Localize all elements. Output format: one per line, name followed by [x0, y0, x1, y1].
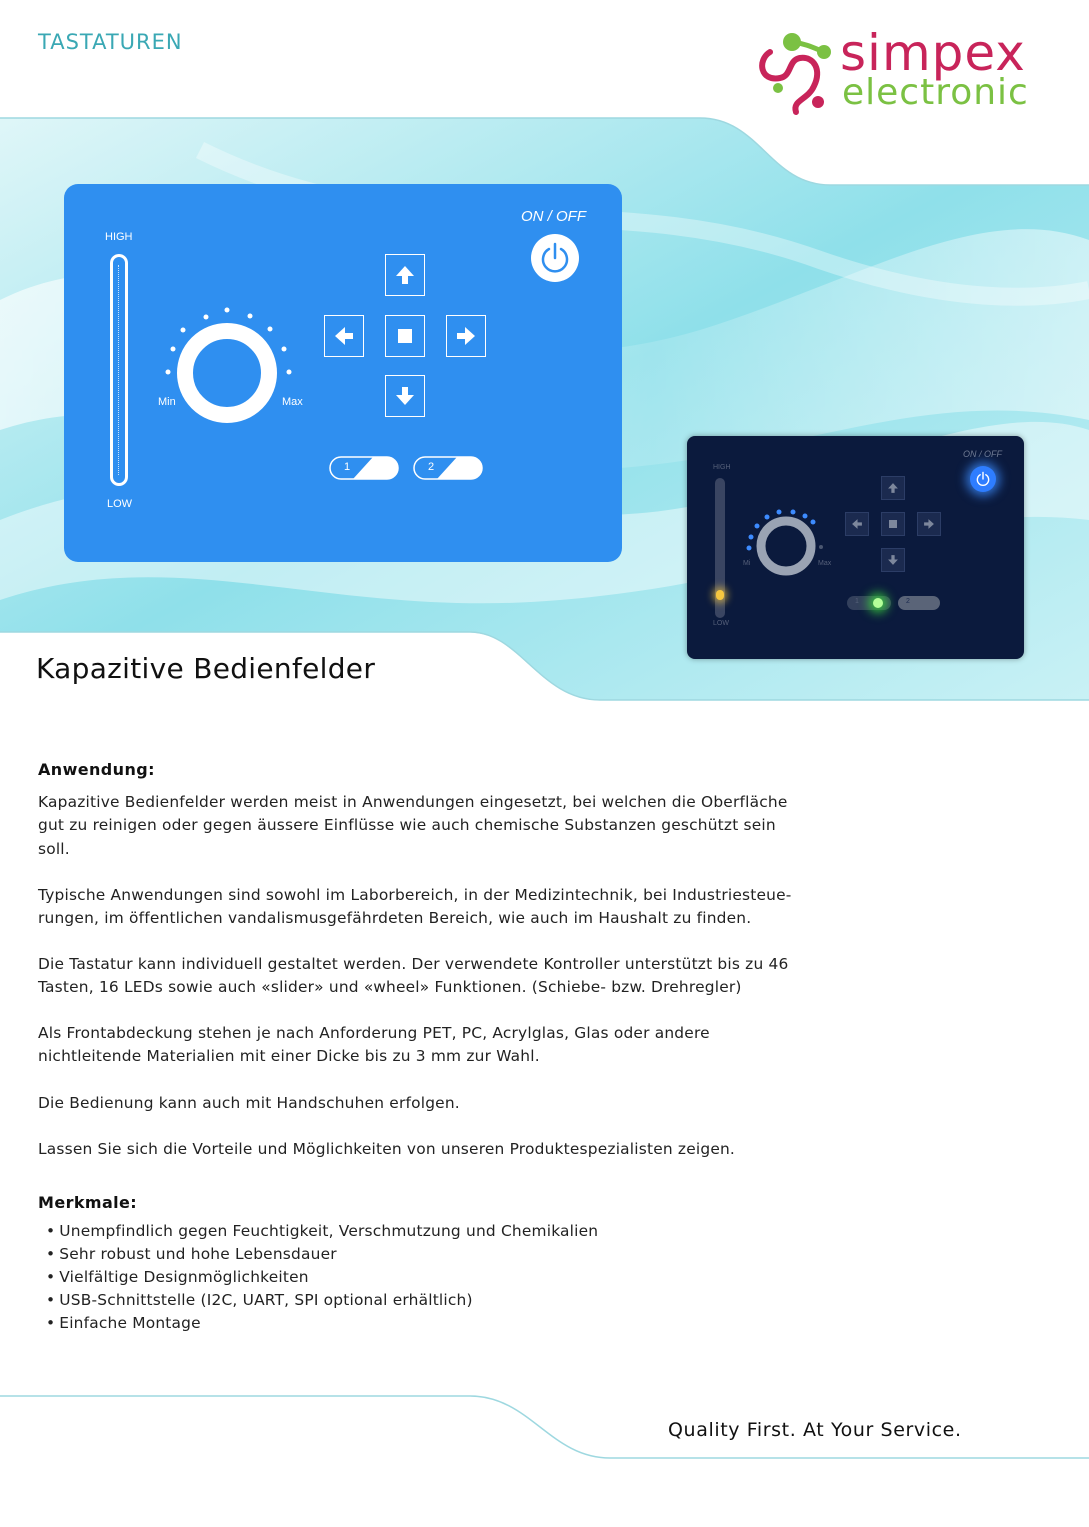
- dark-slider-low-label: LOW: [713, 620, 729, 627]
- keypad-panel-blue: [64, 184, 622, 562]
- dark-slider-high-label: HIGH: [713, 464, 731, 471]
- arrow-left-icon: [333, 325, 355, 347]
- wheel-dial-icon[interactable]: [156, 302, 306, 432]
- dark-stop-button[interactable]: [881, 512, 905, 536]
- text-line: rungen, im öffentlichen vandalismusgefährdeten Bereich, wie auch im Haushalt zu finden.: [38, 909, 752, 928]
- dark-arrow-down-button[interactable]: [881, 548, 905, 572]
- arrow-right-button[interactable]: [446, 315, 486, 357]
- text-line: Kapazitive Bedienfelder werden meist in Anwendungen eingesetzt, bei welchen die Oberfläche: [38, 793, 788, 811]
- text-line: Tasten, 16 LEDs sowie auch «slider» und «wheel» Funktionen. (Schiebe- bzw. Drehregler): [38, 978, 742, 997]
- feature-item: • Einfache Montage: [46, 1312, 598, 1335]
- feature-item: • Sehr robust und hohe Lebensdauer: [46, 1243, 598, 1266]
- dark-onoff-label: ON / OFF: [963, 449, 1002, 459]
- dark-slider-track[interactable]: [715, 478, 725, 618]
- toggle-slash-icon: [329, 456, 399, 480]
- green-led-indicator: [873, 598, 883, 608]
- features-heading: Merkmale:: [38, 1193, 138, 1212]
- features-list: [46, 1220, 598, 1335]
- text-line: Typische Anwendungen sind sowohl im Laborbereich, in der Medizintechnik, bei Industriesteue-: [38, 886, 792, 904]
- arrow-up-icon: [887, 482, 899, 494]
- stop-square-icon: [398, 329, 412, 343]
- application-paragraph-2: [38, 884, 798, 931]
- application-paragraph-5: Die Bedienung kann auch mit Handschuhen erfolgen.: [38, 1094, 460, 1112]
- application-paragraph-6: Lassen Sie sich die Vorteile und Möglichkeiten von unseren Produktespezialisten zeigen.: [38, 1140, 736, 1158]
- slider-low-label: LOW: [107, 498, 133, 510]
- feature-item: • Vielfältige Designmöglichkeiten: [46, 1266, 598, 1289]
- arrow-down-icon: [887, 554, 899, 566]
- page-title: Kapazitive Bedienfelder: [36, 652, 376, 685]
- toggle-slash-icon: [413, 456, 483, 480]
- application-heading: Anwendung:: [38, 760, 155, 779]
- arrow-right-icon: [923, 518, 935, 530]
- mode-button-1[interactable]: [329, 456, 399, 480]
- text-line: Als Frontabdeckung stehen je nach Anforderung PET, PC, Acrylglas, Glas oder andere: [38, 1024, 710, 1042]
- dark-wheel-min-label: Mi: [743, 560, 751, 567]
- mode-button-1-label: 1: [344, 461, 351, 473]
- arrow-up-button[interactable]: [385, 254, 425, 296]
- logo-subtitle: electronic: [842, 72, 1029, 113]
- text-line: Die Tastatur kann individuell gestaltet werden. Der verwendete Kontroller unterstützt bis zu 46: [38, 955, 789, 973]
- text-line: gut zu reinigen oder gegen äussere Einflüsse wie auch chemische Substanzen geschützt sein: [38, 816, 776, 835]
- wheel-max-label: Max: [282, 396, 303, 408]
- stop-button[interactable]: [385, 315, 425, 357]
- power-icon: [975, 471, 991, 487]
- category-label: TASTATUREN: [38, 30, 183, 54]
- dark-arrow-up-button[interactable]: [881, 476, 905, 500]
- keypad-panel-illuminated: [687, 436, 1024, 659]
- dark-mode-button-1-label: 1: [855, 598, 859, 605]
- slider-track[interactable]: [110, 254, 128, 486]
- arrow-down-icon: [394, 385, 416, 407]
- application-paragraph-1: [38, 791, 798, 861]
- arrow-up-icon: [394, 264, 416, 286]
- slider-high-label: HIGH: [105, 231, 133, 243]
- text-line: soll.: [38, 839, 70, 858]
- feature-item: • USB-Schnittstelle (I2C, UART, SPI optional erhältlich): [46, 1289, 598, 1312]
- dark-arrow-right-button[interactable]: [917, 512, 941, 536]
- arrow-left-button[interactable]: [324, 315, 364, 357]
- dark-wheel-max-label: Max: [818, 560, 832, 567]
- onoff-label: ON / OFF: [521, 208, 586, 225]
- footer-slogan: Quality First. At Your Service.: [668, 1419, 962, 1441]
- arrow-right-icon: [455, 325, 477, 347]
- stop-square-icon: [889, 520, 897, 528]
- wheel-min-label: Min: [158, 396, 176, 408]
- logo-wordmark: simpex: [840, 24, 1026, 82]
- dark-power-button[interactable]: [970, 466, 996, 492]
- feature-item: • Unempfindlich gegen Feuchtigkeit, Verschmutzung und Chemikalien: [46, 1220, 598, 1243]
- power-icon: [538, 241, 572, 275]
- dark-mode-button-1[interactable]: [847, 596, 891, 610]
- power-button[interactable]: [531, 234, 579, 282]
- application-paragraph-4: [38, 1022, 798, 1069]
- arrow-down-button[interactable]: [385, 375, 425, 417]
- mode-button-2[interactable]: [413, 456, 483, 480]
- dark-mode-button-2[interactable]: [898, 596, 940, 610]
- text-line: nichtleitende Materialien mit einer Dicke bis zu 3 mm zur Wahl.: [38, 1047, 540, 1066]
- dark-arrow-left-button[interactable]: [845, 512, 869, 536]
- dark-wheel-dial-icon[interactable]: [739, 502, 831, 582]
- application-paragraph-3: [38, 953, 798, 1000]
- dark-mode-button-2-label: 2: [906, 598, 910, 605]
- arrow-left-icon: [851, 518, 863, 530]
- mode-button-2-label: 2: [428, 461, 435, 473]
